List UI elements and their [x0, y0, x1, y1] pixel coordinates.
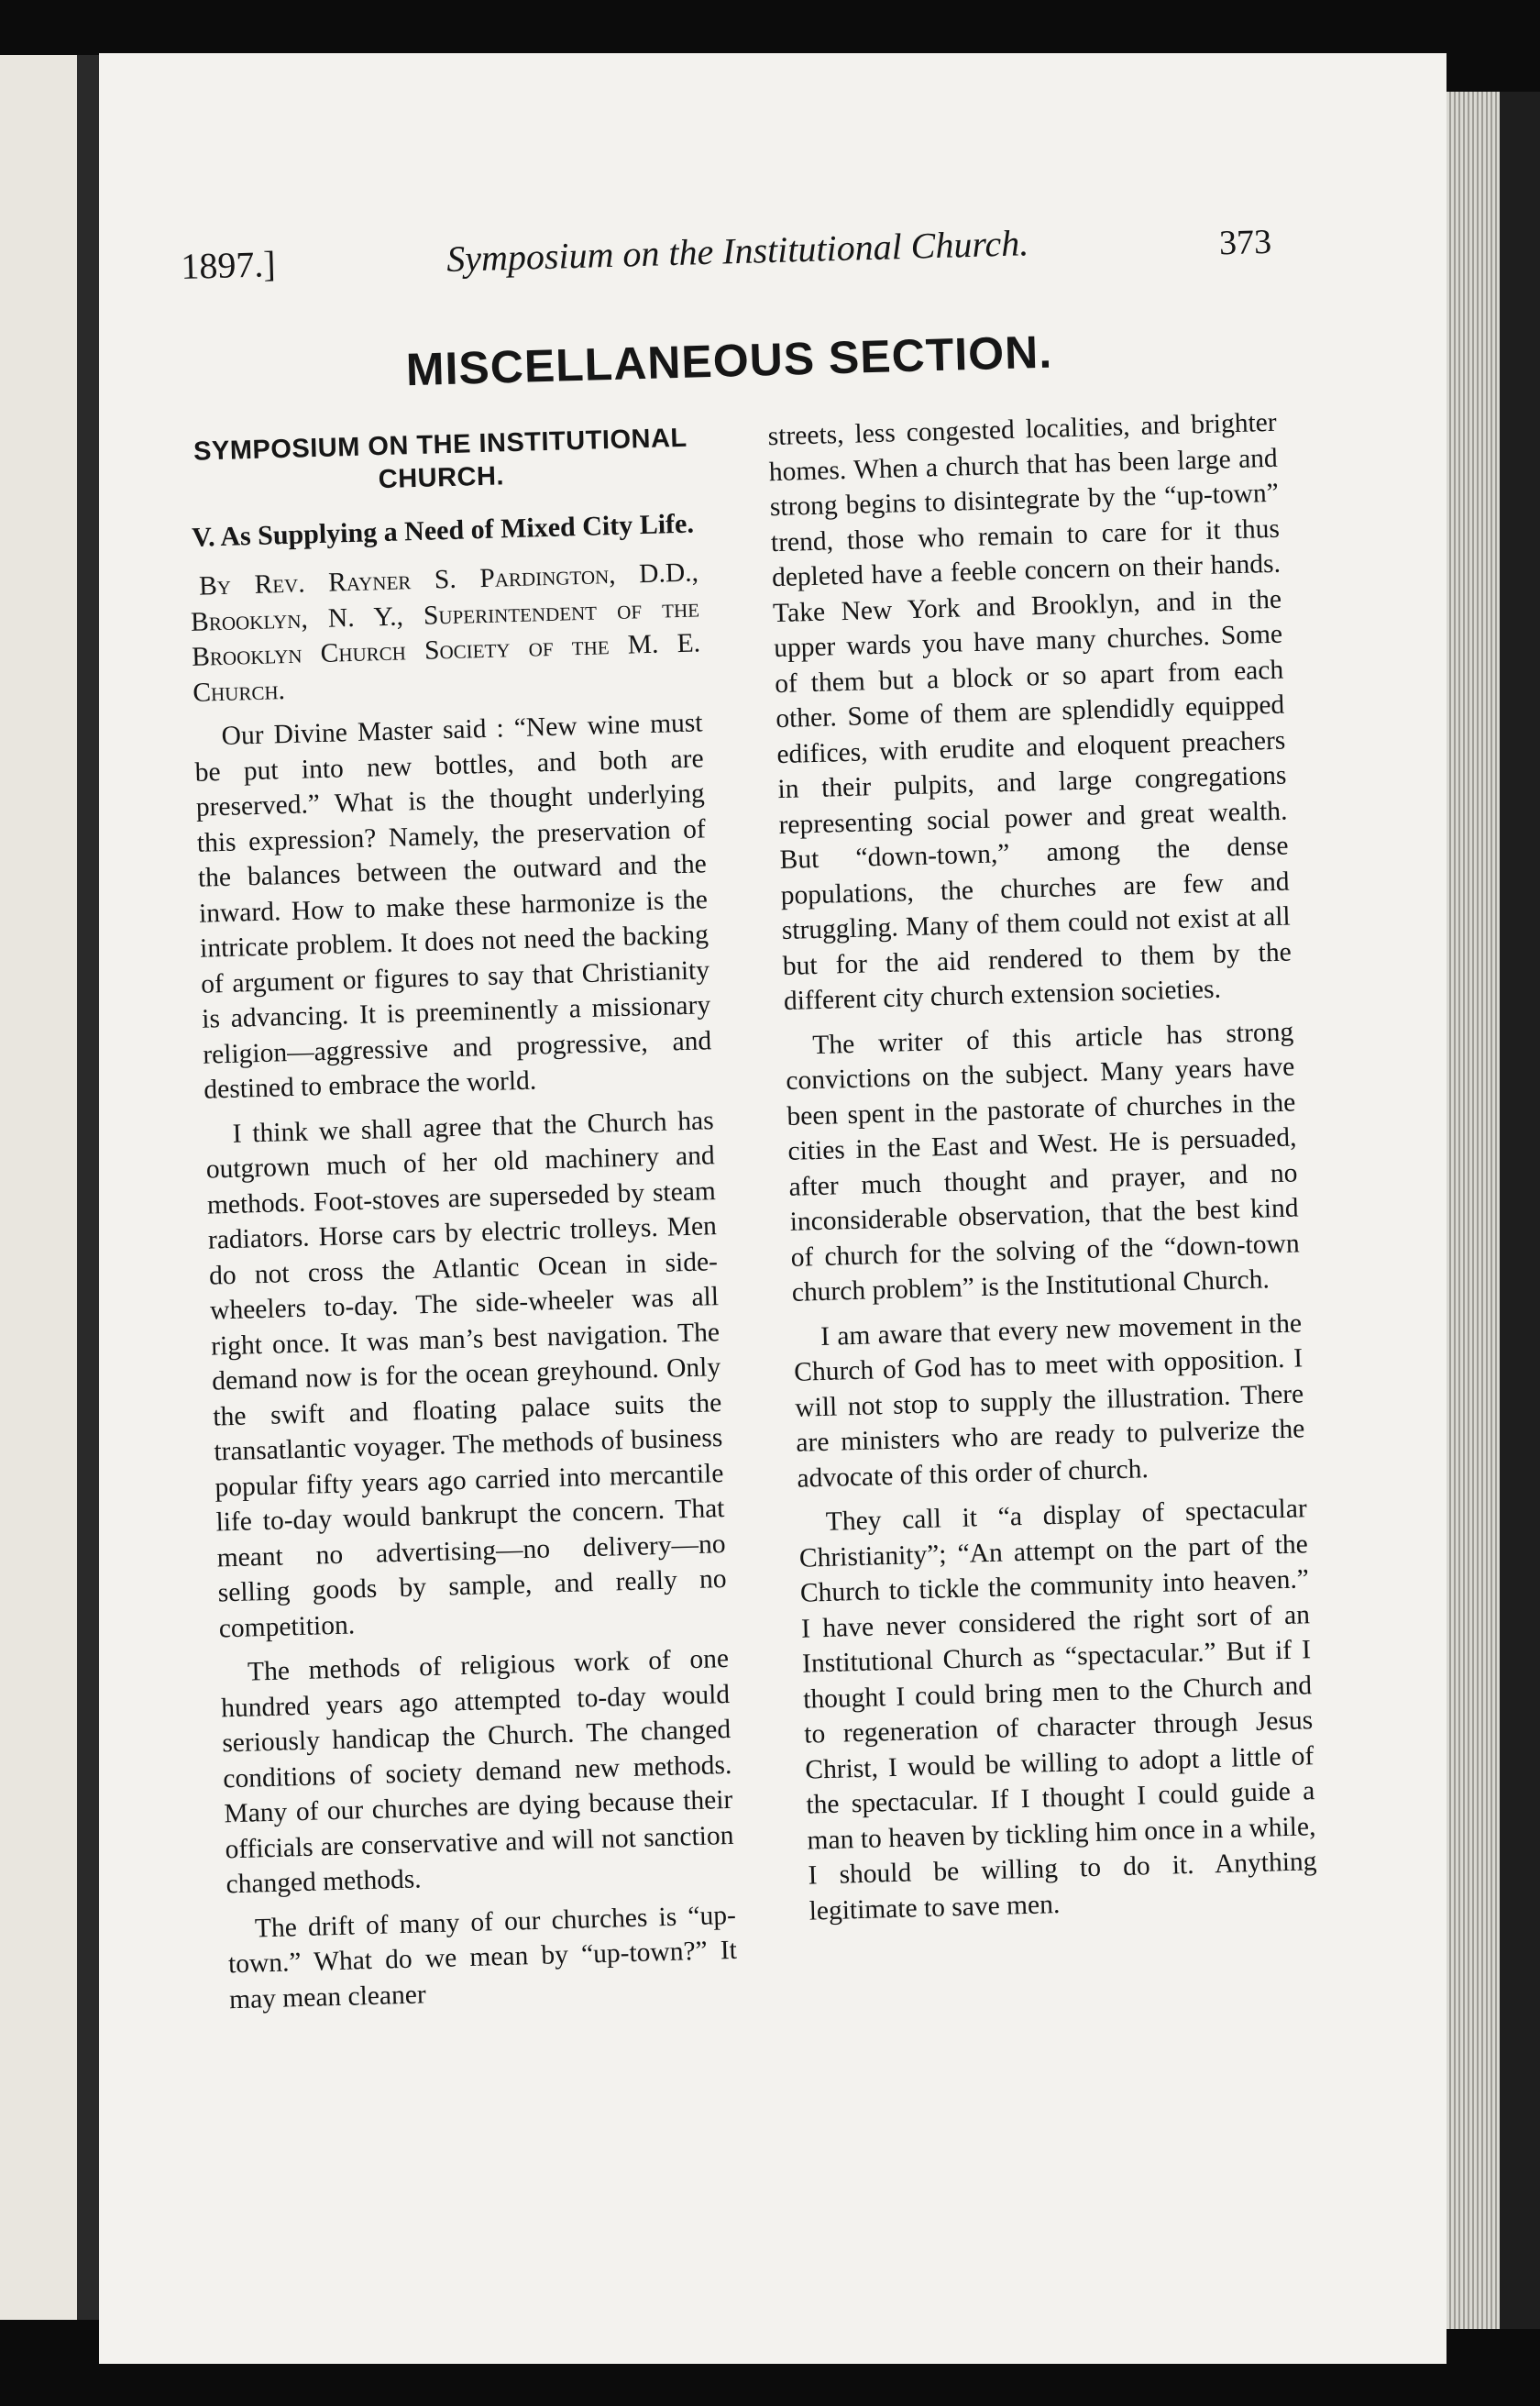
byline: By Rev. Rayner S. Pardington, D.D., Brooklyn, N. Y., Superintendent of the Brooklyn Church Society of the M. E. Church. — [190, 557, 701, 708]
page-content — [181, 215, 1329, 2316]
article-subtitle: V. As Supplying a Need of Mixed City Life. — [191, 508, 695, 553]
paragraph: The writer of this article has strong convictions on the subject. Many years have been spent in the pastorate of churches in the cities in the East and West. He is persuaded, after much thought and prayer, and no inconsiderable observation, that the best kind of church for the solving of the “down-town church problem” is the Institutional Church. — [785, 1016, 1301, 1308]
book-cover-shadow — [1500, 92, 1540, 2329]
facing-page-edge — [0, 55, 88, 2320]
running-title: Symposium on the Institutional Church. — [446, 222, 1029, 280]
paragraph: I am aware that every new movement in the Church of God has to meet with opposition. I will not stop to supply the illustration. There are ministers who are ready to pulverize the advocate of this order of church. — [793, 1308, 1305, 1494]
article-title: SYMPOSIUM ON THE INSTITUTIONAL CHURCH. — [192, 423, 688, 495]
paragraph: They call it “a display of spectacular Christianity”; “An attempt on the part of the Church to tickle the community into heaven.” I have never considered the right sort of an Institutional Church as “spectacular.” But if I thought I could bring men to the Church and to regeneration of character through Jesus Christ, I would be willing to adopt a little of the spectacular. If I thought I could guide a man to heaven by tickling him once in a while, I should be willing to do it. Anything legitimate to save men. — [798, 1494, 1317, 1926]
paragraph: I think we shall agree that the Church has outgrown much of her old machinery and methods. Foot-stoves are superseded by steam radiators. Horse cars by electric trolleys. Men do not cross the Atlantic Ocean in side-wheelers to-day. The side-wheeler was all right once. It was man’s best navigation. The demand now is for the ocean greyhound. Only the swift and floating palace suits the transatlantic voyager. The methods of business popular fifty years ago carried into mercantile life to-day would bankrupt the concern. That meant no advertising—no delivery—no selling goods by sample, and really no competition. — [205, 1105, 727, 1643]
paragraph: The methods of religious work of one hundred years ago attempted to-day would seriously handicap the Church. The changed conditions of society demand new methods. Many of our churches are dying because their officials are conservative and will not sanction changed methods. — [220, 1643, 734, 1900]
page-stack-edge — [1446, 92, 1500, 2329]
left-column — [185, 421, 738, 2017]
paragraph: The drift of many of our churches is “up-town.” What do we mean by “up-town?” It may mean cleaner — [227, 1900, 738, 2014]
book-gutter — [77, 55, 99, 2320]
section-title: MISCELLANEOUS SECTION. — [405, 326, 1053, 396]
right-column — [767, 405, 1320, 2002]
paragraph: streets, less congested localities, and brighter homes. When a church that has been large and strong begins to disintegrate by the “up-town” trend, those who remain to care for it thus depleted have a feeble concern on their hands. Take New York and Brooklyn, and in the upper wards you have many churches. Some of them but a block or so apart from each other. Some of them are splendidly equipped edifices, with erudite and eloquent preachers in their pulpits, and large congregations representing social power and great wealth. But “down-town,” among the dense populations, the churches are few and struggling. Many of them could not exist at all but for the aid rendered to them by the different city church extension societies. — [767, 407, 1292, 1016]
paragraph: Our Divine Master said : “New wine must be put into new bottles, and both are preserved.” What is the thought underlying this expression? Namely, the preservation of the balances between the outward and the inward. How to make these harmonize is the intricate problem. It does not need the backing of argument or figures to say that Christianity is advancing. It is preeminently a missionary religion—aggressive and progressive, and destined to embrace the world. — [194, 708, 712, 1105]
page-number: 373 — [1218, 222, 1272, 263]
text-columns — [185, 405, 1320, 2018]
header-year: 1897.] — [180, 243, 277, 288]
